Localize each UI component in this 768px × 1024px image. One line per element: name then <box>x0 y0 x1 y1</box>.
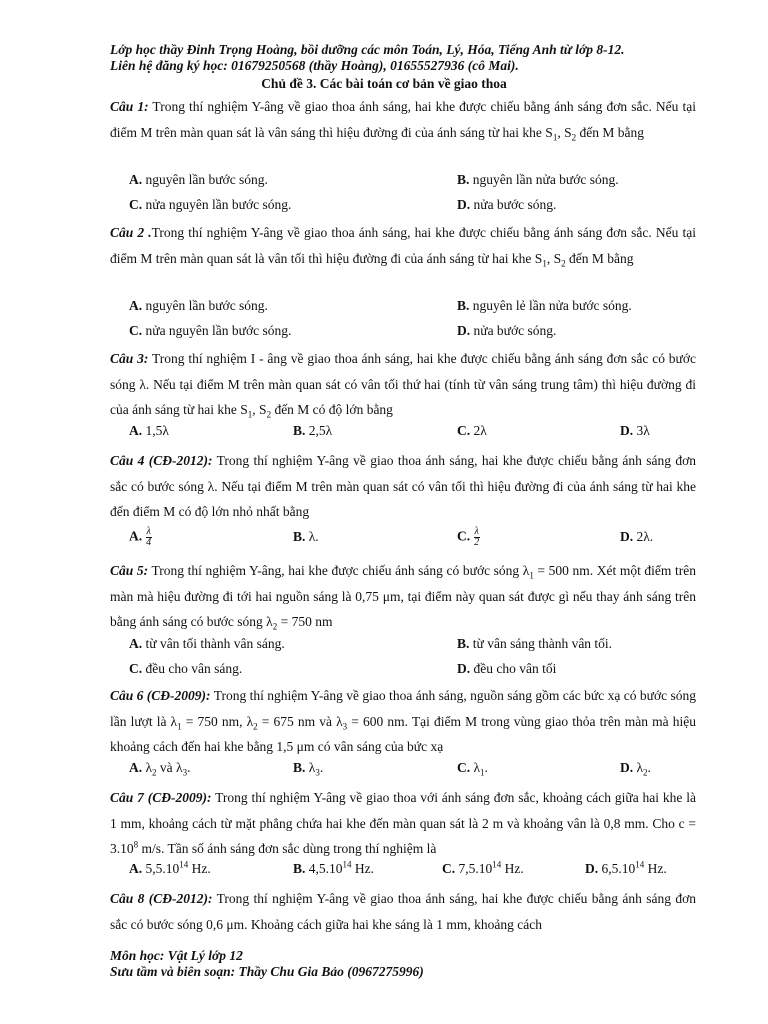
option-a: A. 5,5.10$^{14}$ Hz. <box>129 859 211 876</box>
option-b: B. 4,5.10$^{14}$ Hz. <box>293 859 375 876</box>
question-6-options <box>129 760 699 785</box>
page-title: Chủ đề 3. Các bài toán cơ bản về giao thoa <box>261 76 507 91</box>
option-b: B. 2,5λ <box>293 423 333 438</box>
question-4: Câu 4 (CĐ-2012): Trong thí nghiệm Y-âng về giao thoa ánh sáng, hai khe được chiếu bằng ánh sáng đơn sắc có bước sóng λ. Nếu tại điểm M trên màn quan sát có vân tối thì hiệu đường đi của ánh sáng từ hai khe đến điểm M có độ lớn nhỏ nhất bằng <box>110 453 696 519</box>
option-a: A. 1,5λ <box>129 423 169 438</box>
option-a: A. từ vân tối thành vân sáng. <box>129 636 285 651</box>
option-c: C. $\lambda_1$. <box>457 760 488 778</box>
question-2: Câu 2 .Trong thí nghiệm Y-âng về giao thoa ánh sáng, hai khe được chiếu bằng ánh sáng đơn sắc. Nếu tại điểm M trên màn quan sát là vân tối thì hiệu đường đi của ánh sáng từ hai khe $S_1$, $S_2$ đến M bằng <box>110 225 696 269</box>
question-5: Câu 5: Trong thí nghiệm Y-âng, hai khe được chiếu ánh sáng có bước sóng $\lambda_1 = 500$ nm. Xét một điểm trên màn mà hiệu đường đi tới hai nguồn sáng là 0,75 μm, tại điểm này quan sát được gì nếu thay ánh sáng trên bằng ánh sáng có bước sóng $\lambda_2 = 750$ nm <box>110 563 697 632</box>
header-line-2: Liên hệ đăng ký học: 01679250568 (thầy Hoàng), 01655527936 (cô Mai). <box>110 58 519 73</box>
option-c: C. 2λ <box>457 423 487 438</box>
option-a: A. $\lambda_2$ và $\lambda_3$. <box>129 760 191 778</box>
question-7: Câu 7 (CĐ-2009): Trong thí nghiệm Y-âng về giao thoa với ánh sáng đơn sắc, khoảng cách giữa hai khe là 1 mm, khoảng cách từ mặt phẳng chứa hai khe đến màn quan sát là 2 m và khoảng vân là 0,8 mm. Cho $c = 3.10^8$ m/s. Tần số ánh sáng đơn sắc dùng trong thí nghiệm là <box>110 790 696 856</box>
question-label: Câu 5: <box>110 563 149 578</box>
fraction: $\frac{\lambda}{2}$ <box>474 526 480 548</box>
question-label: Câu 4 (CĐ-2012): <box>110 453 213 468</box>
option-b: B. từ vân sáng thành vân tối. <box>457 636 613 651</box>
question-label: Câu 6 (CĐ-2009): <box>110 688 211 703</box>
option-b: B. nguyên lần nửa bước sóng. <box>457 172 619 187</box>
option-d: D. nửa bước sóng. <box>457 197 557 212</box>
option-b: B. nguyên lẻ lần nửa bước sóng. <box>457 298 632 313</box>
question-label: Câu 2 . <box>110 225 152 240</box>
question-3: Câu 3: Trong thí nghiệm I - âng về giao thoa ánh sáng, hai khe được chiếu bằng ánh sáng đơn sắc có bước sóng λ. Nếu tại điểm M trên màn quan sát có vân tối thứ hai (tính từ vân sáng trung tâm) thì hiệu đường đi của ánh sáng từ hai khe $S_1$, $S_2$ đến M có độ lớn bằng <box>110 351 696 420</box>
question-5-options <box>129 636 699 686</box>
option-c: C. đều cho vân sáng. <box>129 661 243 676</box>
option-b: B. λ. <box>293 529 319 544</box>
option-d: D. 3λ <box>620 423 650 438</box>
option-c: C. nửa nguyên lần bước sóng. <box>129 197 292 212</box>
option-a: A. nguyên lần bước sóng. <box>129 172 268 187</box>
option-d: D. nửa bước sóng. <box>457 323 557 338</box>
option-d: D. 6,5.10$^{14}$ Hz. <box>585 859 667 876</box>
header-line-1: Lớp học thầy Đinh Trọng Hoàng, bồi dưỡng các môn Toán, Lý, Hóa, Tiếng Anh từ lớp 8-12. <box>110 42 625 57</box>
option-c: C. nửa nguyên lần bước sóng. <box>129 323 292 338</box>
footer-line-1: Môn học: Vật Lý lớp 12 <box>110 948 243 963</box>
fraction: $\frac{\lambda}{4}$ <box>146 526 152 548</box>
option-d: D. $\lambda_2$. <box>620 760 651 778</box>
question-4-options <box>129 526 699 554</box>
question-3-options <box>129 423 699 448</box>
question-6: Câu 6 (CĐ-2009): Trong thí nghiệm Y-âng về giao thoa ánh sáng, nguồn sáng gồm các bức xạ có bước sóng lần lượt là $\lambda_1 = 750$ nm, $\lambda_2 = 675$ nm và $\lambda_3 = 600$ nm. Tại điểm M trong vùng giao thỏa trên màn mà hiệu khoảng cách đến hai khe bằng 1,5 μm có vân sáng của bức xạ <box>110 688 696 754</box>
question-8: Câu 8 (CĐ-2012): Trong thí nghiệm Y-âng về giao thoa ánh sáng, hai khe được chiếu bằng ánh sáng đơn sắc có bước sóng 0,6 μm. Khoảng cách giữa hai khe sáng là 1 mm, khoảng cách <box>110 891 696 932</box>
question-label: Câu 1: <box>110 99 149 114</box>
option-a: A. nguyên lần bước sóng. <box>129 298 268 313</box>
question-7-options <box>129 861 699 886</box>
option-d: D. đều cho vân tối <box>457 661 557 676</box>
question-1-options <box>129 172 699 222</box>
question-1: Câu 1: Trong thí nghiệm Y-âng về giao thoa ánh sáng, hai khe được chiếu bằng ánh sáng đơn sắc. Nếu tại điểm M trên màn quan sát là vân sáng thì hiệu đường đi của ánh sáng từ hai khe $S_1$, $S_2$ đến M bằng <box>110 99 696 143</box>
footer-line-2: Sưu tầm và biên soạn: Thầy Chu Gia Bảo (0967275996) <box>110 964 424 979</box>
option-c: C. $\frac{\lambda}{2}$ <box>457 526 480 548</box>
question-label: Câu 8 (CĐ-2012): <box>110 891 213 906</box>
option-b: B. $\lambda_3$. <box>293 760 324 778</box>
question-label: Câu 3: <box>110 351 149 366</box>
question-label: Câu 7 (CĐ-2009): <box>110 790 212 805</box>
option-d: D. 2λ. <box>620 529 654 544</box>
question-2-options <box>129 298 699 348</box>
option-c: C. 7,5.10$^{14}$ Hz. <box>442 859 524 876</box>
option-a: A. $\frac{\lambda}{4}$ <box>129 526 152 548</box>
